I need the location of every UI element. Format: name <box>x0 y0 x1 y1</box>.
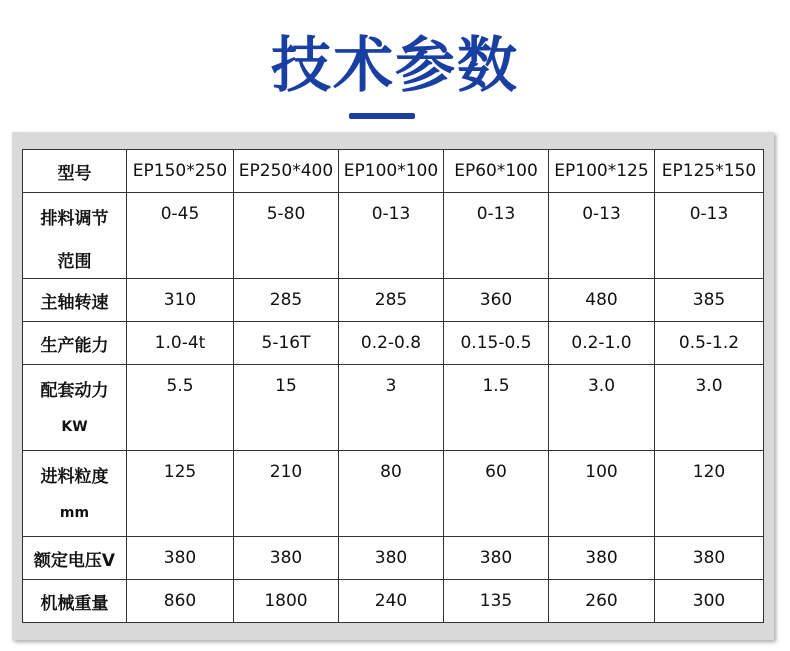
table-row <box>23 537 764 580</box>
table-cell: 300 <box>655 580 764 623</box>
table-cell: 3 <box>339 365 444 451</box>
table-cell: 60 <box>444 451 549 537</box>
table-row <box>23 193 764 279</box>
row-label-text: 排料调节 <box>40 209 109 229</box>
table-cell: 380 <box>339 537 444 580</box>
table-cell: 100 <box>549 451 655 537</box>
row-label: 机械重量 <box>23 580 127 623</box>
table-cell: 285 <box>234 279 339 322</box>
table-cell: 1800 <box>234 580 339 623</box>
table-cell: 0.2-1.0 <box>549 322 655 365</box>
row-label-text: 进料粒度 <box>40 467 109 487</box>
table-cell: 380 <box>655 537 764 580</box>
row-label <box>23 365 127 451</box>
header-cell: EP100*100 <box>339 150 444 193</box>
header-cell: EP125*150 <box>655 150 764 193</box>
header-cell: EP150*250 <box>127 150 234 193</box>
table-cell: 0-13 <box>655 193 764 279</box>
title-section <box>0 0 790 132</box>
table-cell: 860 <box>127 580 234 623</box>
table-cell: 260 <box>549 580 655 623</box>
table-cell: 80 <box>339 451 444 537</box>
table-cell: 380 <box>549 537 655 580</box>
table-cell: 0-13 <box>549 193 655 279</box>
table-cell: 120 <box>655 451 764 537</box>
table-cell: 360 <box>444 279 549 322</box>
table-row <box>23 580 764 623</box>
table-row <box>23 279 764 322</box>
table-cell: 3.0 <box>549 365 655 451</box>
header-cell: EP60*100 <box>444 150 549 193</box>
table-row <box>23 365 764 451</box>
table-cell: 3.0 <box>655 365 764 451</box>
row-label: 主轴转速 <box>23 279 127 322</box>
row-label: 生产能力 <box>23 322 127 365</box>
table-row <box>23 451 764 537</box>
table-cell: 5-80 <box>234 193 339 279</box>
table-cell: 385 <box>655 279 764 322</box>
table-cell: 135 <box>444 580 549 623</box>
table-cell: 380 <box>127 537 234 580</box>
row-label-sub: mm <box>59 505 90 521</box>
header-cell: EP100*125 <box>549 150 655 193</box>
page-title: 技术参数 <box>271 31 519 101</box>
spec-table <box>22 149 764 623</box>
table-cell: 480 <box>549 279 655 322</box>
title-underline <box>349 113 415 119</box>
row-label-sub: 范围 <box>57 252 92 272</box>
table-cell: 0-13 <box>339 193 444 279</box>
header-row <box>23 150 764 193</box>
table-cell: 5.5 <box>127 365 234 451</box>
row-label <box>23 193 127 279</box>
row-label <box>23 451 127 537</box>
table-cell: 0.15-0.5 <box>444 322 549 365</box>
table-cell: 0-45 <box>127 193 234 279</box>
table-cell: 310 <box>127 279 234 322</box>
table-cell: 125 <box>127 451 234 537</box>
header-cell: 型号 <box>23 150 127 193</box>
table-cell: 285 <box>339 279 444 322</box>
table-cell: 380 <box>444 537 549 580</box>
table-cell: 15 <box>234 365 339 451</box>
row-label: 额定电压V <box>23 537 127 580</box>
row-label-text: 配套动力 <box>40 381 109 401</box>
table-cell: 380 <box>234 537 339 580</box>
table-cell: 0.5-1.2 <box>655 322 764 365</box>
table-row <box>23 322 764 365</box>
table-cell: 240 <box>339 580 444 623</box>
table-cell: 0-13 <box>444 193 549 279</box>
table-cell: 210 <box>234 451 339 537</box>
table-cell: 5-16T <box>234 322 339 365</box>
table-cell: 1.0-4t <box>127 322 234 365</box>
table-cell: 1.5 <box>444 365 549 451</box>
table-cell: 0.2-0.8 <box>339 322 444 365</box>
header-cell: EP250*400 <box>234 150 339 193</box>
row-label-sub: KW <box>61 419 88 435</box>
